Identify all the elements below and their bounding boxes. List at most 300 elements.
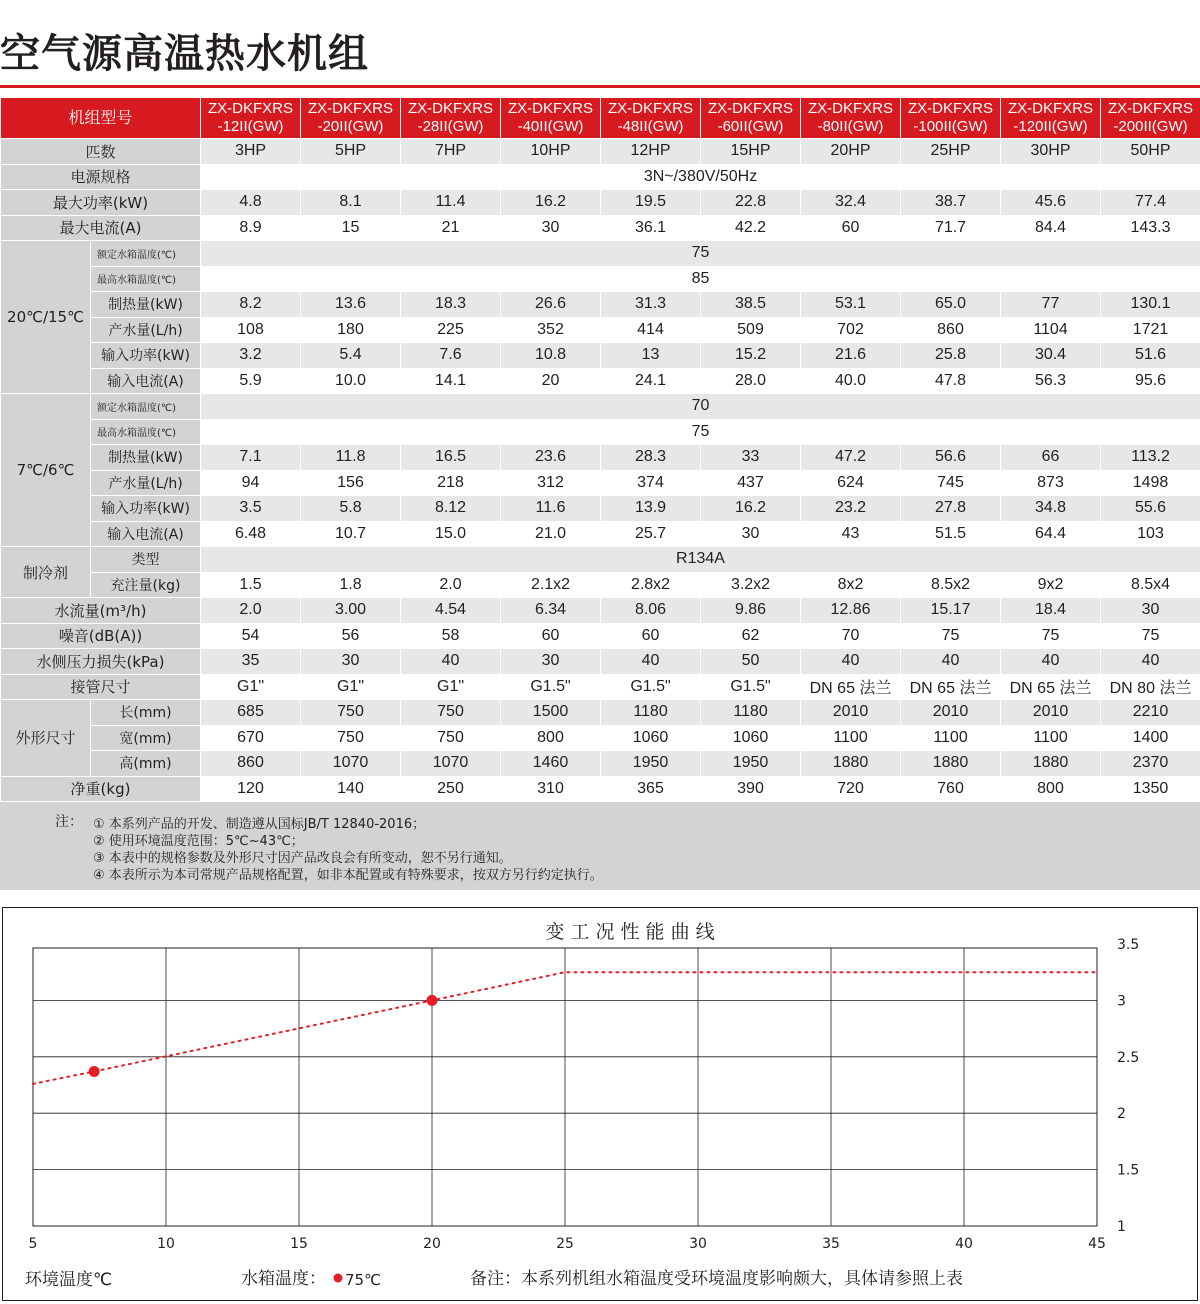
table-cell: 873 bbox=[1001, 470, 1101, 496]
model-series: ZX-DKFXRS bbox=[301, 100, 400, 118]
legend-marker bbox=[334, 1274, 343, 1283]
table-cell: 23.6 bbox=[501, 445, 601, 471]
spanned-value: 75 bbox=[201, 419, 1200, 445]
spec-row bbox=[1, 623, 1200, 649]
table-cell: 1721 bbox=[1101, 317, 1200, 343]
x-tick-label: 35 bbox=[822, 1236, 840, 1252]
table-cell: 40 bbox=[901, 649, 1001, 675]
table-cell: 58 bbox=[401, 623, 501, 649]
performance-chart bbox=[3, 908, 1197, 1300]
spanned-value: 3N~/380V/50Hz bbox=[201, 164, 1200, 190]
table-cell: 75 bbox=[1001, 623, 1101, 649]
model-name bbox=[1001, 98, 1101, 139]
table-cell: 42.2 bbox=[701, 215, 801, 241]
table-cell: 20 bbox=[501, 368, 601, 394]
spec-row bbox=[1, 547, 1200, 573]
table-cell: 28.0 bbox=[701, 368, 801, 394]
table-cell: 75 bbox=[901, 623, 1001, 649]
table-cell: DN 65 法兰 bbox=[1001, 674, 1101, 700]
table-cell: 750 bbox=[401, 700, 501, 726]
table-cell: 1070 bbox=[301, 751, 401, 777]
model-series: ZX-DKFXRS bbox=[901, 100, 1000, 118]
table-cell: 40 bbox=[401, 649, 501, 675]
row-sublabel: 类型 bbox=[91, 547, 201, 573]
table-cell: 860 bbox=[201, 751, 301, 777]
model-series: ZX-DKFXRS bbox=[701, 100, 800, 118]
table-cell: 750 bbox=[301, 700, 401, 726]
table-cell: 13.9 bbox=[601, 496, 701, 522]
spec-row bbox=[1, 521, 1200, 547]
table-cell: 28.3 bbox=[601, 445, 701, 471]
table-cell: DN 65 法兰 bbox=[801, 674, 901, 700]
table-cell: G1.5" bbox=[601, 674, 701, 700]
table-cell: 250 bbox=[401, 776, 501, 802]
spec-row bbox=[1, 725, 1200, 751]
table-cell: 60 bbox=[801, 215, 901, 241]
table-cell: 750 bbox=[401, 725, 501, 751]
data-point bbox=[89, 1066, 100, 1077]
row-sublabel: 额定水箱温度(℃) bbox=[91, 241, 201, 267]
table-cell: 40 bbox=[601, 649, 701, 675]
table-cell: 64.4 bbox=[1001, 521, 1101, 547]
y-tick-label: 2.5 bbox=[1117, 1050, 1139, 1066]
chart-xlabel: 环境温度℃ bbox=[25, 1270, 112, 1290]
table-cell: 54 bbox=[201, 623, 301, 649]
table-cell: 1880 bbox=[801, 751, 901, 777]
table-cell: 11.6 bbox=[501, 496, 601, 522]
table-cell: 34.8 bbox=[1001, 496, 1101, 522]
row-sublabel: 制热量(kW) bbox=[91, 445, 201, 471]
table-cell: 800 bbox=[1001, 776, 1101, 802]
table-cell: 1180 bbox=[701, 700, 801, 726]
chart-note: 备注：本系列机组水箱温度受环境温度影响颇大，具体请参照上表 bbox=[470, 1268, 963, 1289]
table-cell: 140 bbox=[301, 776, 401, 802]
row-sublabel: 最高水箱温度(℃) bbox=[91, 266, 201, 292]
table-cell: 10HP bbox=[501, 139, 601, 165]
table-cell: 56.6 bbox=[901, 445, 1001, 471]
table-cell: G1" bbox=[301, 674, 401, 700]
table-cell: 77 bbox=[1001, 292, 1101, 318]
model-code: -60II(GW) bbox=[701, 118, 800, 136]
table-cell: 103 bbox=[1101, 521, 1200, 547]
spec-row bbox=[1, 292, 1200, 318]
table-cell: 71.7 bbox=[901, 215, 1001, 241]
table-cell: 25HP bbox=[901, 139, 1001, 165]
table-cell: 156 bbox=[301, 470, 401, 496]
notes-panel bbox=[0, 802, 1200, 890]
table-cell: 860 bbox=[901, 317, 1001, 343]
spanned-value: 85 bbox=[201, 266, 1200, 292]
table-cell: 1.8 bbox=[301, 572, 401, 598]
table-cell: 1950 bbox=[601, 751, 701, 777]
model-name bbox=[301, 98, 401, 139]
page-title: 空气源高温热水机组 bbox=[0, 22, 369, 79]
table-cell: 352 bbox=[501, 317, 601, 343]
table-cell: 1100 bbox=[901, 725, 1001, 751]
table-cell: 55.6 bbox=[1101, 496, 1200, 522]
y-tick-label: 3 bbox=[1117, 993, 1126, 1009]
y-tick-label: 3.5 bbox=[1117, 937, 1139, 953]
table-cell: 414 bbox=[601, 317, 701, 343]
spec-row bbox=[1, 241, 1200, 267]
table-cell: 38.5 bbox=[701, 292, 801, 318]
row-sublabel: 充注量(kg) bbox=[91, 572, 201, 598]
table-cell: 3HP bbox=[201, 139, 301, 165]
table-cell: 1880 bbox=[1001, 751, 1101, 777]
table-cell: 30 bbox=[501, 215, 601, 241]
table-cell: 365 bbox=[601, 776, 701, 802]
table-cell: 84.4 bbox=[1001, 215, 1101, 241]
table-cell: 94 bbox=[201, 470, 301, 496]
table-cell: 32.4 bbox=[801, 190, 901, 216]
table-cell: 670 bbox=[201, 725, 301, 751]
group-label: 7℃/6℃ bbox=[1, 394, 91, 547]
table-cell: 1070 bbox=[401, 751, 501, 777]
spec-row bbox=[1, 190, 1200, 216]
table-cell: 27.8 bbox=[901, 496, 1001, 522]
table-cell: 1060 bbox=[701, 725, 801, 751]
spec-row bbox=[1, 317, 1200, 343]
x-tick-label: 45 bbox=[1088, 1236, 1106, 1252]
row-sublabel: 长(mm) bbox=[91, 700, 201, 726]
table-cell: 702 bbox=[801, 317, 901, 343]
row-label: 最大功率(kW) bbox=[1, 190, 201, 216]
table-cell: 2210 bbox=[1101, 700, 1200, 726]
model-code: -100II(GW) bbox=[901, 118, 1000, 136]
table-cell: 8.1 bbox=[301, 190, 401, 216]
model-series: ZX-DKFXRS bbox=[401, 100, 500, 118]
spec-row bbox=[1, 700, 1200, 726]
table-cell: 77.4 bbox=[1101, 190, 1200, 216]
spec-table bbox=[0, 97, 1200, 802]
spanned-value: R134A bbox=[201, 547, 1200, 573]
table-cell: 47.2 bbox=[801, 445, 901, 471]
table-cell: 4.54 bbox=[401, 598, 501, 624]
model-header-label: 机组型号 bbox=[1, 98, 201, 139]
table-cell: 218 bbox=[401, 470, 501, 496]
table-cell: 750 bbox=[301, 725, 401, 751]
title-divider bbox=[0, 85, 1200, 88]
table-cell: 43 bbox=[801, 521, 901, 547]
table-cell: 30HP bbox=[1001, 139, 1101, 165]
spec-row bbox=[1, 598, 1200, 624]
note-line: ① 本系列产品的开发、制造遵从国标JB/T 12840-2016； bbox=[93, 816, 603, 833]
table-cell: 31.3 bbox=[601, 292, 701, 318]
table-cell: G1" bbox=[401, 674, 501, 700]
table-cell: 21 bbox=[401, 215, 501, 241]
table-cell: 7.6 bbox=[401, 343, 501, 369]
spec-row bbox=[1, 470, 1200, 496]
spec-row bbox=[1, 215, 1200, 241]
model-code: -120II(GW) bbox=[1001, 118, 1100, 136]
row-sublabel: 输入功率(kW) bbox=[91, 496, 201, 522]
table-cell: G1" bbox=[201, 674, 301, 700]
table-cell: 6.34 bbox=[501, 598, 601, 624]
table-cell: 760 bbox=[901, 776, 1001, 802]
table-cell: 56.3 bbox=[1001, 368, 1101, 394]
table-cell: 12HP bbox=[601, 139, 701, 165]
table-cell: 9.86 bbox=[701, 598, 801, 624]
x-tick-label: 5 bbox=[29, 1236, 38, 1252]
x-tick-label: 10 bbox=[157, 1236, 175, 1252]
table-cell: 45.6 bbox=[1001, 190, 1101, 216]
note-line: ③ 本表中的规格参数及外形尺寸因产品改良会有所变动，恕不另行通知。 bbox=[93, 850, 603, 867]
table-cell: 8.06 bbox=[601, 598, 701, 624]
table-cell: 15.17 bbox=[901, 598, 1001, 624]
table-cell: 143.3 bbox=[1101, 215, 1200, 241]
table-cell: 13 bbox=[601, 343, 701, 369]
table-cell: 2010 bbox=[1001, 700, 1101, 726]
legend-value: 75℃ bbox=[345, 1271, 381, 1289]
table-cell: 1100 bbox=[1001, 725, 1101, 751]
model-name bbox=[801, 98, 901, 139]
spanned-value: 75 bbox=[201, 241, 1200, 267]
table-cell: 51.5 bbox=[901, 521, 1001, 547]
table-cell: 18.4 bbox=[1001, 598, 1101, 624]
table-cell: 36.1 bbox=[601, 215, 701, 241]
x-tick-label: 20 bbox=[423, 1236, 441, 1252]
model-code: -40II(GW) bbox=[501, 118, 600, 136]
table-cell: 1880 bbox=[901, 751, 1001, 777]
table-cell: 2010 bbox=[901, 700, 1001, 726]
table-cell: 5.4 bbox=[301, 343, 401, 369]
performance-chart-panel bbox=[2, 907, 1198, 1301]
spec-row bbox=[1, 572, 1200, 598]
table-cell: 1500 bbox=[501, 700, 601, 726]
model-code: -20II(GW) bbox=[301, 118, 400, 136]
table-cell: 60 bbox=[501, 623, 601, 649]
table-cell: 800 bbox=[501, 725, 601, 751]
table-cell: DN 80 法兰 bbox=[1101, 674, 1200, 700]
table-cell: 38.7 bbox=[901, 190, 1001, 216]
table-cell: 33 bbox=[701, 445, 801, 471]
table-cell: 1498 bbox=[1101, 470, 1200, 496]
table-cell: 16.5 bbox=[401, 445, 501, 471]
row-sublabel: 输入电流(A) bbox=[91, 368, 201, 394]
legend-label: 水箱温度： bbox=[241, 1269, 326, 1289]
table-cell: 40 bbox=[801, 649, 901, 675]
table-cell: 10.0 bbox=[301, 368, 401, 394]
row-sublabel: 产水量(L/h) bbox=[91, 317, 201, 343]
table-cell: 75 bbox=[1101, 623, 1200, 649]
table-cell: 13.6 bbox=[301, 292, 401, 318]
table-cell: 35 bbox=[201, 649, 301, 675]
table-cell: 70 bbox=[801, 623, 901, 649]
table-cell: 1350 bbox=[1101, 776, 1200, 802]
table-cell: 1180 bbox=[601, 700, 701, 726]
spec-row bbox=[1, 266, 1200, 292]
row-sublabel: 高(mm) bbox=[91, 751, 201, 777]
model-name bbox=[401, 98, 501, 139]
table-cell: 23.2 bbox=[801, 496, 901, 522]
table-cell: 16.2 bbox=[701, 496, 801, 522]
row-label: 接管尺寸 bbox=[1, 674, 201, 700]
table-cell: 312 bbox=[501, 470, 601, 496]
table-cell: 624 bbox=[801, 470, 901, 496]
table-cell: 3.2 bbox=[201, 343, 301, 369]
model-code: -200II(GW) bbox=[1101, 118, 1200, 136]
table-cell: 509 bbox=[701, 317, 801, 343]
model-series: ZX-DKFXRS bbox=[601, 100, 700, 118]
table-cell: 6.48 bbox=[201, 521, 301, 547]
table-cell: 22.8 bbox=[701, 190, 801, 216]
table-cell: 2370 bbox=[1101, 751, 1200, 777]
spec-row bbox=[1, 139, 1200, 165]
note-line: ② 使用环境温度范围：5℃~43℃； bbox=[93, 833, 603, 850]
row-label: 水侧压力损失(kPa) bbox=[1, 649, 201, 675]
table-cell: 745 bbox=[901, 470, 1001, 496]
table-cell: 10.8 bbox=[501, 343, 601, 369]
table-cell: 26.6 bbox=[501, 292, 601, 318]
model-name bbox=[601, 98, 701, 139]
table-cell: 1060 bbox=[601, 725, 701, 751]
spec-row bbox=[1, 496, 1200, 522]
model-code: -12II(GW) bbox=[201, 118, 300, 136]
table-cell: 1460 bbox=[501, 751, 601, 777]
table-cell: 50 bbox=[701, 649, 801, 675]
table-cell: 53.1 bbox=[801, 292, 901, 318]
table-cell: 25.7 bbox=[601, 521, 701, 547]
table-cell: 18.3 bbox=[401, 292, 501, 318]
spec-row bbox=[1, 649, 1200, 675]
table-cell: 51.6 bbox=[1101, 343, 1200, 369]
table-cell: 30 bbox=[701, 521, 801, 547]
table-cell: 66 bbox=[1001, 445, 1101, 471]
table-cell: 120 bbox=[201, 776, 301, 802]
table-cell: 2.8x2 bbox=[601, 572, 701, 598]
row-label: 水流量(m³/h) bbox=[1, 598, 201, 624]
row-sublabel: 产水量(L/h) bbox=[91, 470, 201, 496]
table-cell: 113.2 bbox=[1101, 445, 1200, 471]
model-name bbox=[701, 98, 801, 139]
data-point bbox=[427, 995, 438, 1006]
model-name bbox=[901, 98, 1001, 139]
model-series: ZX-DKFXRS bbox=[501, 100, 600, 118]
table-cell: 16.2 bbox=[501, 190, 601, 216]
table-cell: 8.2 bbox=[201, 292, 301, 318]
table-cell: 3.5 bbox=[201, 496, 301, 522]
model-series: ZX-DKFXRS bbox=[801, 100, 900, 118]
table-cell: 374 bbox=[601, 470, 701, 496]
y-tick-label: 2 bbox=[1117, 1106, 1126, 1122]
y-tick-label: 1.5 bbox=[1117, 1163, 1139, 1179]
table-cell: 14.1 bbox=[401, 368, 501, 394]
x-tick-label: 40 bbox=[955, 1236, 973, 1252]
table-cell: 1104 bbox=[1001, 317, 1101, 343]
table-cell: 3.00 bbox=[301, 598, 401, 624]
table-cell: 310 bbox=[501, 776, 601, 802]
table-cell: 10.7 bbox=[301, 521, 401, 547]
table-cell: 7.1 bbox=[201, 445, 301, 471]
table-cell: 2.0 bbox=[401, 572, 501, 598]
model-series: ZX-DKFXRS bbox=[1101, 100, 1200, 118]
spec-row bbox=[1, 368, 1200, 394]
notes-lead: 注： bbox=[55, 814, 83, 831]
table-cell: 7HP bbox=[401, 139, 501, 165]
table-cell: 62 bbox=[701, 623, 801, 649]
table-cell: 12.86 bbox=[801, 598, 901, 624]
table-cell: 390 bbox=[701, 776, 801, 802]
table-cell: 5.9 bbox=[201, 368, 301, 394]
row-sublabel: 最高水箱温度(℃) bbox=[91, 419, 201, 445]
table-cell: 19.5 bbox=[601, 190, 701, 216]
x-tick-label: 30 bbox=[689, 1236, 707, 1252]
table-cell: 47.8 bbox=[901, 368, 1001, 394]
row-label: 电源规格 bbox=[1, 164, 201, 190]
y-tick-label: 1 bbox=[1117, 1219, 1126, 1235]
spec-row bbox=[1, 419, 1200, 445]
table-cell: 21.6 bbox=[801, 343, 901, 369]
spec-row bbox=[1, 674, 1200, 700]
table-cell: 2010 bbox=[801, 700, 901, 726]
table-cell: G1.5" bbox=[501, 674, 601, 700]
table-cell: 2.0 bbox=[201, 598, 301, 624]
table-cell: DN 65 法兰 bbox=[901, 674, 1001, 700]
spec-row bbox=[1, 343, 1200, 369]
table-cell: 225 bbox=[401, 317, 501, 343]
table-cell: 50HP bbox=[1101, 139, 1200, 165]
table-cell: 8.9 bbox=[201, 215, 301, 241]
table-cell: 30 bbox=[301, 649, 401, 675]
spec-row bbox=[1, 445, 1200, 471]
table-cell: G1.5" bbox=[701, 674, 801, 700]
table-cell: 9x2 bbox=[1001, 572, 1101, 598]
table-cell: 30.4 bbox=[1001, 343, 1101, 369]
header-row bbox=[1, 98, 1200, 139]
table-cell: 11.4 bbox=[401, 190, 501, 216]
table-cell: 60 bbox=[601, 623, 701, 649]
model-name bbox=[201, 98, 301, 139]
table-cell: 8.12 bbox=[401, 496, 501, 522]
chart-title: 变 工 况 性 能 曲 线 bbox=[545, 921, 714, 943]
model-name bbox=[1101, 98, 1200, 139]
row-sublabel: 输入电流(A) bbox=[91, 521, 201, 547]
table-cell: 30 bbox=[501, 649, 601, 675]
x-tick-label: 15 bbox=[290, 1236, 308, 1252]
table-cell: 437 bbox=[701, 470, 801, 496]
table-cell: 40 bbox=[1101, 649, 1200, 675]
table-cell: 3.2x2 bbox=[701, 572, 801, 598]
row-label: 净重(kg) bbox=[1, 776, 201, 802]
table-cell: 21.0 bbox=[501, 521, 601, 547]
table-cell: 56 bbox=[301, 623, 401, 649]
table-cell: 2.1x2 bbox=[501, 572, 601, 598]
row-sublabel: 额定水箱温度(℃) bbox=[91, 394, 201, 420]
model-code: -48II(GW) bbox=[601, 118, 700, 136]
table-cell: 5HP bbox=[301, 139, 401, 165]
table-cell: 130.1 bbox=[1101, 292, 1200, 318]
group-label: 20℃/15℃ bbox=[1, 241, 91, 394]
table-cell: 8.5x2 bbox=[901, 572, 1001, 598]
spec-row bbox=[1, 164, 1200, 190]
row-sublabel: 输入功率(kW) bbox=[91, 343, 201, 369]
model-name bbox=[501, 98, 601, 139]
table-cell: 25.8 bbox=[901, 343, 1001, 369]
note-line: ④ 本表所示为本司常规产品规格配置，如非本配置或有特殊要求，按双方另行约定执行。 bbox=[93, 867, 603, 884]
row-sublabel: 宽(mm) bbox=[91, 725, 201, 751]
row-label: 噪音(dB(A)) bbox=[1, 623, 201, 649]
table-cell: 685 bbox=[201, 700, 301, 726]
model-code: -80II(GW) bbox=[801, 118, 900, 136]
table-cell: 30 bbox=[1101, 598, 1200, 624]
table-cell: 15HP bbox=[701, 139, 801, 165]
table-cell: 5.8 bbox=[301, 496, 401, 522]
table-cell: 1100 bbox=[801, 725, 901, 751]
spec-row bbox=[1, 776, 1200, 802]
model-code: -28II(GW) bbox=[401, 118, 500, 136]
table-cell: 15.2 bbox=[701, 343, 801, 369]
x-tick-label: 25 bbox=[556, 1236, 574, 1252]
